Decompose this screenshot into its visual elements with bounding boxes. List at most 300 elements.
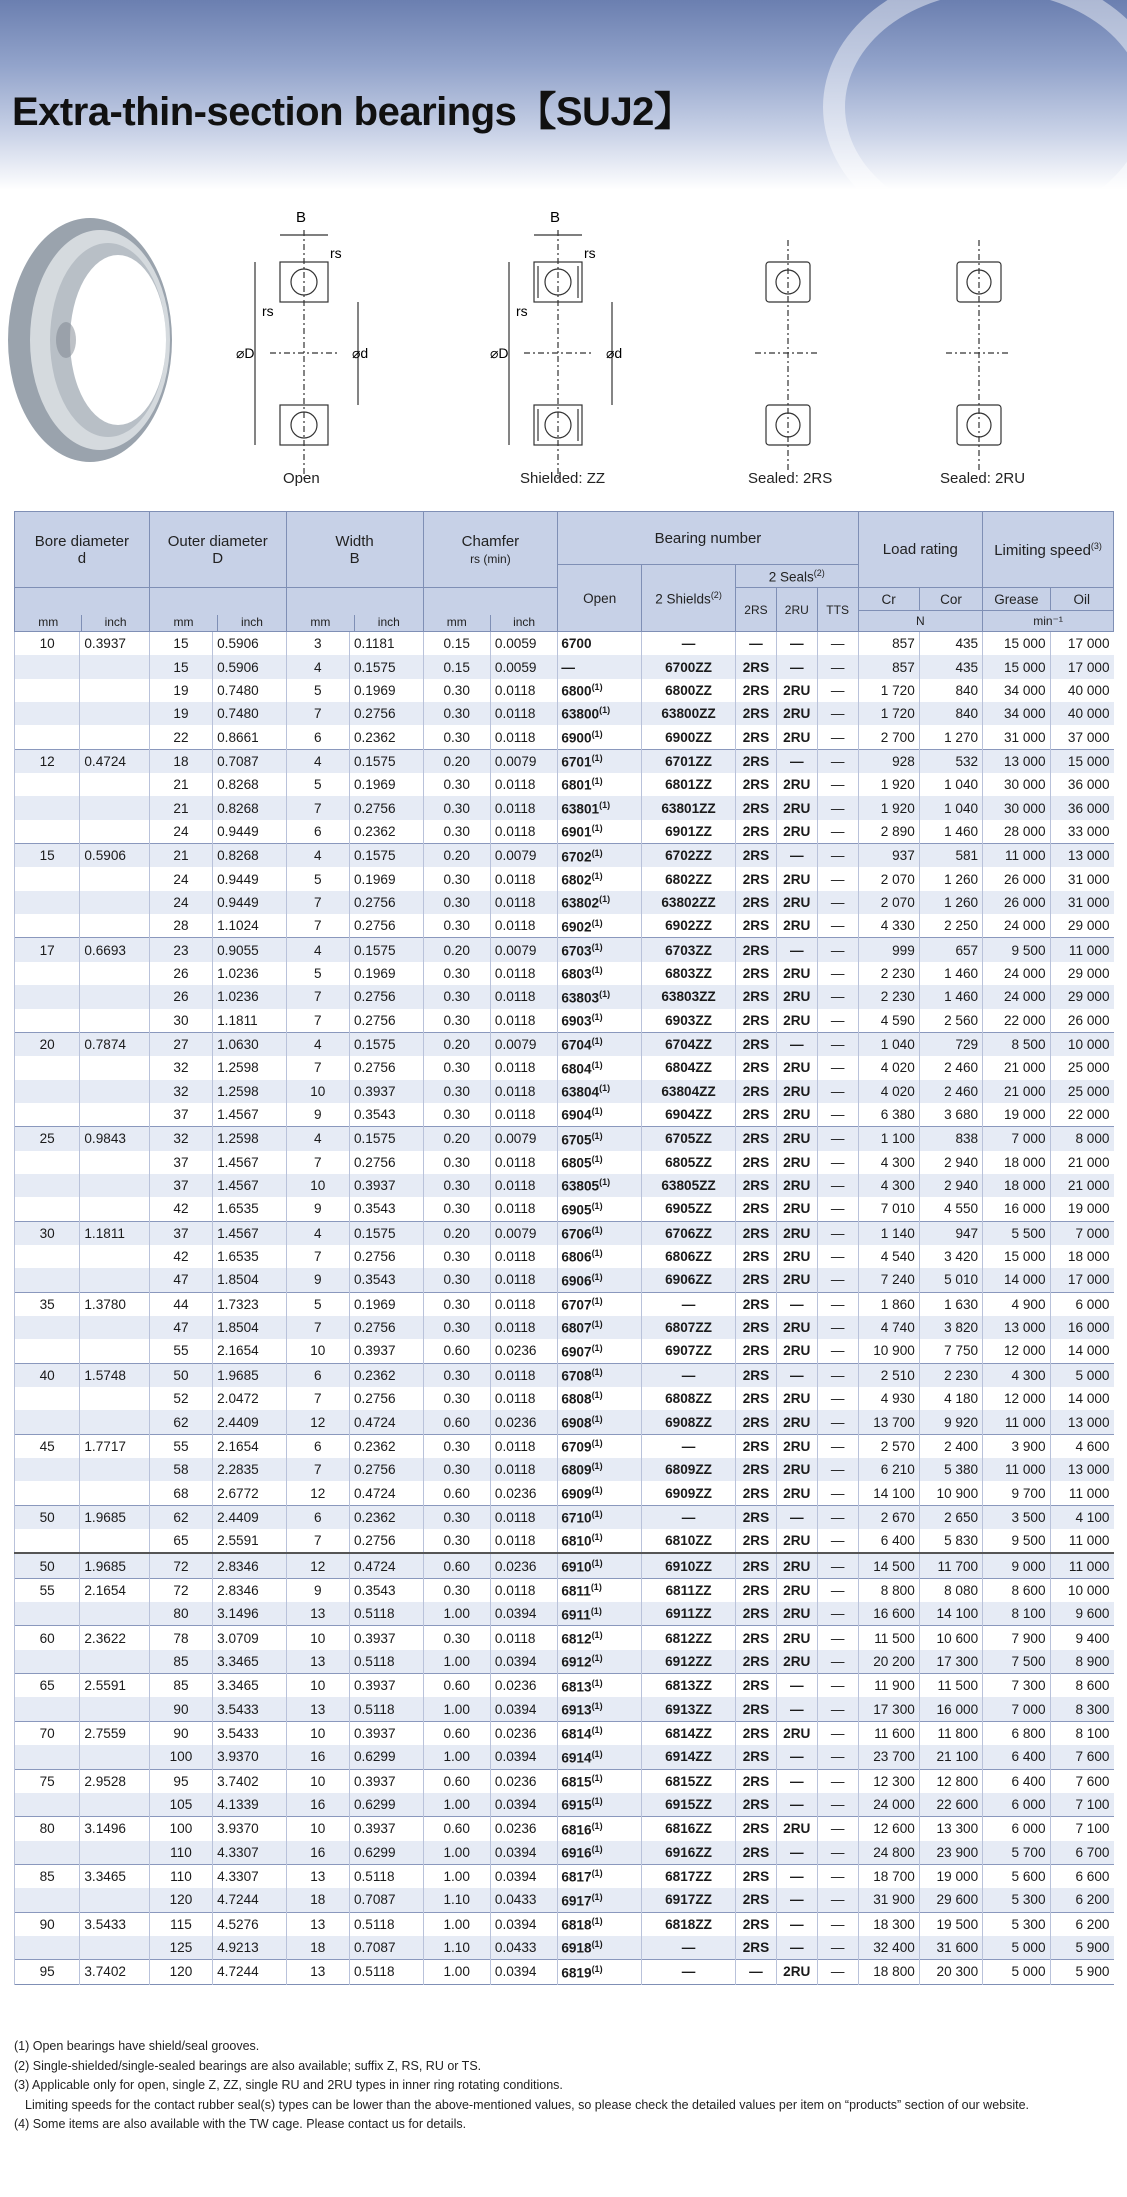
chamfer-inch: 0.0118: [490, 985, 557, 1008]
chamfer-inch: 0.0118: [490, 1578, 557, 1602]
load-cor: 581: [919, 844, 982, 868]
chamfer-mm: 0.20: [423, 1032, 490, 1056]
seal-2ru: —: [776, 1936, 817, 1960]
chamfer-inch: 0.0394: [490, 1960, 557, 1984]
bore-inch: [80, 914, 149, 938]
chamfer-inch: 0.0079: [490, 844, 557, 868]
bore-mm: [15, 867, 80, 890]
width-inch: 0.2756: [349, 796, 423, 819]
width-inch: 0.3937: [349, 1626, 423, 1650]
bore-mm: [15, 985, 80, 1008]
bore-inch: [80, 820, 149, 844]
load-cor: 2 460: [919, 1056, 982, 1079]
seal-2ru: 2RU: [776, 1434, 817, 1458]
chamfer-inch: 0.0394: [490, 1602, 557, 1626]
load-cor: 2 230: [919, 1363, 982, 1387]
speed-grease: 19 000: [983, 1103, 1050, 1127]
outer-mm: 26: [149, 962, 212, 985]
bore-inch: 1.5748: [80, 1363, 149, 1387]
width-mm: 10: [286, 1626, 349, 1650]
seal-tts: —: [817, 1888, 858, 1912]
speed-oil: 14 000: [1050, 1387, 1113, 1410]
load-cor: 1 260: [919, 867, 982, 890]
chamfer-mm: 0.30: [423, 1363, 490, 1387]
bearing-open: 6901$^{(1)}$: [558, 820, 642, 844]
bearing-open: 6912$^{(1)}$: [558, 1650, 642, 1674]
bearing-open: 6813$^{(1)}$: [558, 1674, 642, 1698]
chamfer-inch: 0.0394: [490, 1912, 557, 1936]
outer-inch: 0.9449: [213, 867, 287, 890]
note-1: (1) Open bearings have shield/seal grooves.: [14, 2039, 260, 2053]
speed-oil: 17 000: [1050, 655, 1113, 678]
table-row: [15, 1268, 1114, 1292]
outer-mm: 27: [149, 1032, 212, 1056]
chamfer-inch: 0.0118: [490, 1458, 557, 1481]
width-inch: 0.1575: [349, 1221, 423, 1245]
load-cor: 2 940: [919, 1174, 982, 1197]
bearing-open: 6807$^{(1)}$: [558, 1316, 642, 1339]
bore-inch: [80, 985, 149, 1008]
chamfer-mm: 1.00: [423, 1650, 490, 1674]
seal-2ru: 2RU: [776, 1009, 817, 1033]
speed-oil: 8 300: [1050, 1697, 1113, 1721]
outer-inch: 1.9685: [213, 1363, 287, 1387]
seal-tts: —: [817, 1339, 858, 1363]
bore-inch: [80, 655, 149, 678]
seal-2ru: —: [776, 1793, 817, 1817]
chamfer-inch: 0.0118: [490, 1505, 557, 1529]
outer-inch: 4.5276: [213, 1912, 287, 1936]
seal-2ru: 2RU: [776, 1339, 817, 1363]
load-cor: 3 820: [919, 1316, 982, 1339]
speed-oil: 5 900: [1050, 1960, 1113, 1984]
bore-mm: 50: [15, 1553, 80, 1578]
bearing-2-shields: 6705ZZ: [642, 1127, 736, 1151]
table-row: [15, 1363, 1114, 1387]
bearing-2-shields: 6816ZZ: [642, 1817, 736, 1841]
outer-mm: 47: [149, 1316, 212, 1339]
bearing-open: —: [558, 655, 642, 678]
outer-inch: 4.1339: [213, 1793, 287, 1817]
speed-grease: 24 000: [983, 914, 1050, 938]
seal-tts: —: [817, 1151, 858, 1174]
speed-oil: 11 000: [1050, 1481, 1113, 1505]
outer-mm: 72: [149, 1578, 212, 1602]
width-inch: 0.1969: [349, 773, 423, 796]
outer-inch: 4.3307: [213, 1841, 287, 1865]
speed-oil: 8 000: [1050, 1127, 1113, 1151]
width-mm: 9: [286, 1103, 349, 1127]
bearing-2-shields: 63800ZZ: [642, 702, 736, 725]
outer-mm: 55: [149, 1339, 212, 1363]
chamfer-mm: 0.30: [423, 985, 490, 1008]
chamfer-inch: 0.0118: [490, 1174, 557, 1197]
outer-mm: 80: [149, 1602, 212, 1626]
seal-2ru: 2RU: [776, 1553, 817, 1578]
bearing-2-shields: 6812ZZ: [642, 1626, 736, 1650]
outer-mm: 19: [149, 702, 212, 725]
width-mm: 10: [286, 1080, 349, 1103]
bore-mm: 65: [15, 1674, 80, 1698]
outer-mm: 85: [149, 1674, 212, 1698]
bore-mm: [15, 962, 80, 985]
outer-inch: 1.8504: [213, 1268, 287, 1292]
bore-mm: 17: [15, 938, 80, 962]
table-row: [15, 1127, 1114, 1151]
table-row: [15, 1721, 1114, 1745]
bearing-open: 6905$^{(1)}$: [558, 1197, 642, 1221]
width-mm: 7: [286, 1529, 349, 1553]
bearing-open: 6914$^{(1)}$: [558, 1745, 642, 1769]
bearing-open: 6918$^{(1)}$: [558, 1936, 642, 1960]
outer-inch: 1.1811: [213, 1009, 287, 1033]
bore-inch: 1.3780: [80, 1292, 149, 1316]
outer-inch: 0.5906: [213, 655, 287, 678]
chamfer-inch: 0.0118: [490, 702, 557, 725]
speed-grease: 34 000: [983, 679, 1050, 702]
table-row: [15, 632, 1114, 656]
seal-2ru: 2RU: [776, 1602, 817, 1626]
outer-inch: 1.2598: [213, 1127, 287, 1151]
chamfer-mm: 0.60: [423, 1674, 490, 1698]
bearing-2-shields: 6805ZZ: [642, 1151, 736, 1174]
outer-inch: 1.8504: [213, 1316, 287, 1339]
load-cor: 3 680: [919, 1103, 982, 1127]
load-cor: 4 180: [919, 1387, 982, 1410]
speed-grease: 3 500: [983, 1505, 1050, 1529]
load-cor: 7 750: [919, 1339, 982, 1363]
load-cor: 2 250: [919, 914, 982, 938]
width-inch: 0.1575: [349, 844, 423, 868]
load-cr: 24 000: [858, 1793, 919, 1817]
table-row: [15, 1032, 1114, 1056]
seal-2rs: 2RS: [736, 1721, 777, 1745]
chamfer-inch: 0.0236: [490, 1410, 557, 1434]
outer-inch: 4.7244: [213, 1888, 287, 1912]
speed-oil: 17 000: [1050, 1268, 1113, 1292]
table-row: [15, 1864, 1114, 1888]
bore-inch: [80, 962, 149, 985]
seal-2rs: 2RS: [736, 1841, 777, 1865]
bore-inch: [80, 1339, 149, 1363]
chamfer-mm: 1.00: [423, 1745, 490, 1769]
outer-inch: 1.6535: [213, 1197, 287, 1221]
seal-2ru: —: [776, 1032, 817, 1056]
seal-tts: —: [817, 985, 858, 1008]
bearing-2-shields: 6914ZZ: [642, 1745, 736, 1769]
chamfer-mm: 1.00: [423, 1602, 490, 1626]
chamfer-mm: 0.30: [423, 962, 490, 985]
bore-inch: [80, 796, 149, 819]
speed-oil: 7 000: [1050, 1221, 1113, 1245]
width-inch: 0.2756: [349, 985, 423, 1008]
bearing-open: 6916$^{(1)}$: [558, 1841, 642, 1865]
bore-mm: [15, 773, 80, 796]
load-cr: 24 800: [858, 1841, 919, 1865]
outer-mm: 23: [149, 938, 212, 962]
header-unit-mm: mm: [150, 615, 218, 631]
outer-mm: 62: [149, 1505, 212, 1529]
width-mm: 4: [286, 844, 349, 868]
bearing-open: 6910$^{(1)}$: [558, 1553, 642, 1578]
width-inch: 0.6299: [349, 1793, 423, 1817]
width-inch: 0.2362: [349, 1505, 423, 1529]
width-inch: 0.2362: [349, 820, 423, 844]
bore-mm: 75: [15, 1769, 80, 1793]
load-cr: 857: [858, 632, 919, 656]
bore-mm: [15, 891, 80, 914]
load-cr: 14 500: [858, 1553, 919, 1578]
load-cor: 5 830: [919, 1529, 982, 1553]
load-cor: 2 650: [919, 1505, 982, 1529]
seal-2ru: —: [776, 1292, 817, 1316]
speed-grease: 9 000: [983, 1553, 1050, 1578]
outer-mm: 42: [149, 1245, 212, 1268]
bore-mm: 70: [15, 1721, 80, 1745]
chamfer-inch: 0.0394: [490, 1745, 557, 1769]
bearing-2-shields: 6801ZZ: [642, 773, 736, 796]
figure-shielded-d: ⌀d: [606, 345, 623, 361]
speed-grease: 5 700: [983, 1841, 1050, 1865]
bore-inch: [80, 1080, 149, 1103]
outer-mm: 52: [149, 1387, 212, 1410]
bearing-2-shields: 6701ZZ: [642, 749, 736, 773]
speed-oil: 10 000: [1050, 1578, 1113, 1602]
load-cr: 937: [858, 844, 919, 868]
bearing-open: 6911$^{(1)}$: [558, 1602, 642, 1626]
table-row: [15, 1529, 1114, 1553]
outer-inch: 1.0236: [213, 962, 287, 985]
seal-tts: —: [817, 1056, 858, 1079]
bore-inch: 2.1654: [80, 1578, 149, 1602]
seal-2rs: 2RS: [736, 1793, 777, 1817]
seal-tts: —: [817, 655, 858, 678]
outer-inch: 3.3465: [213, 1674, 287, 1698]
seal-2ru: 2RU: [776, 1387, 817, 1410]
load-cor: 16 000: [919, 1697, 982, 1721]
load-cor: 1 260: [919, 891, 982, 914]
bearing-open: 6800$^{(1)}$: [558, 679, 642, 702]
figure-shielded-rs-top: rs: [584, 245, 596, 261]
load-cr: 18 700: [858, 1864, 919, 1888]
seal-2rs: 2RS: [736, 1674, 777, 1698]
table-row: [15, 679, 1114, 702]
chamfer-mm: 0.30: [423, 867, 490, 890]
speed-oil: 36 000: [1050, 796, 1113, 819]
outer-inch: 1.4567: [213, 1221, 287, 1245]
speed-oil: 13 000: [1050, 844, 1113, 868]
load-cor: 8 080: [919, 1578, 982, 1602]
bore-mm: [15, 1151, 80, 1174]
outer-inch: 2.2835: [213, 1458, 287, 1481]
outer-inch: 1.0630: [213, 1032, 287, 1056]
load-cor: 31 600: [919, 1936, 982, 1960]
chamfer-inch: 0.0118: [490, 820, 557, 844]
table-row: [15, 1151, 1114, 1174]
outer-inch: 3.0709: [213, 1626, 287, 1650]
speed-oil: 21 000: [1050, 1174, 1113, 1197]
bore-mm: 30: [15, 1221, 80, 1245]
seal-tts: —: [817, 1434, 858, 1458]
figure-open-B: B: [296, 209, 307, 226]
seal-2ru: —: [776, 655, 817, 678]
bearing-2-shields: 6908ZZ: [642, 1410, 736, 1434]
seal-2rs: 2RS: [736, 1410, 777, 1434]
table-row: [15, 1292, 1114, 1316]
bearing-open: 6814$^{(1)}$: [558, 1721, 642, 1745]
speed-grease: 8 100: [983, 1602, 1050, 1626]
bore-mm: [15, 679, 80, 702]
width-mm: 7: [286, 702, 349, 725]
bearing-2-shields: 6703ZZ: [642, 938, 736, 962]
speed-oil: 31 000: [1050, 867, 1113, 890]
load-cr: 1 040: [858, 1032, 919, 1056]
outer-mm: 30: [149, 1009, 212, 1033]
outer-mm: 32: [149, 1127, 212, 1151]
speed-oil: 13 000: [1050, 1410, 1113, 1434]
width-inch: 0.3543: [349, 1103, 423, 1127]
outer-mm: 28: [149, 914, 212, 938]
outer-inch: 2.5591: [213, 1529, 287, 1553]
speed-grease: 11 000: [983, 1410, 1050, 1434]
load-cor: 840: [919, 702, 982, 725]
outer-mm: 120: [149, 1888, 212, 1912]
chamfer-inch: 0.0118: [490, 1363, 557, 1387]
speed-oil: 4 100: [1050, 1505, 1113, 1529]
seal-2rs: 2RS: [736, 1127, 777, 1151]
load-cr: 31 900: [858, 1888, 919, 1912]
width-mm: 5: [286, 773, 349, 796]
seal-tts: —: [817, 702, 858, 725]
seal-tts: —: [817, 1387, 858, 1410]
width-inch: 0.4724: [349, 1410, 423, 1434]
outer-mm: 26: [149, 985, 212, 1008]
load-cr: 7 240: [858, 1268, 919, 1292]
load-cr: 17 300: [858, 1697, 919, 1721]
seal-2ru: —: [776, 1912, 817, 1936]
speed-grease: 9 700: [983, 1481, 1050, 1505]
chamfer-inch: 0.0394: [490, 1841, 557, 1865]
load-cor: 9 920: [919, 1410, 982, 1434]
bore-inch: 1.9685: [80, 1505, 149, 1529]
load-cr: 1 720: [858, 702, 919, 725]
speed-grease: 7 000: [983, 1697, 1050, 1721]
seal-tts: —: [817, 796, 858, 819]
table-row: [15, 1410, 1114, 1434]
load-cr: 857: [858, 655, 919, 678]
speed-grease: 30 000: [983, 773, 1050, 796]
bearing-open: 63805$^{(1)}$: [558, 1174, 642, 1197]
bearing-open: 6907$^{(1)}$: [558, 1339, 642, 1363]
bore-inch: [80, 1458, 149, 1481]
chamfer-mm: 0.30: [423, 1529, 490, 1553]
bearing-2-shields: 6901ZZ: [642, 820, 736, 844]
chamfer-inch: 0.0236: [490, 1721, 557, 1745]
table-row: [15, 702, 1114, 725]
seal-2rs: 2RS: [736, 938, 777, 962]
width-mm: 7: [286, 914, 349, 938]
bearing-2-shields: 6807ZZ: [642, 1316, 736, 1339]
seal-2rs: 2RS: [736, 1339, 777, 1363]
bore-mm: [15, 1103, 80, 1127]
load-cr: 20 200: [858, 1650, 919, 1674]
table-row: [15, 1316, 1114, 1339]
speed-grease: 9 500: [983, 938, 1050, 962]
width-inch: 0.3937: [349, 1721, 423, 1745]
width-inch: 0.1969: [349, 867, 423, 890]
seal-tts: —: [817, 1936, 858, 1960]
seal-2rs: 2RS: [736, 749, 777, 773]
bearing-2-shields: —: [642, 1363, 736, 1387]
bearing-open: 6703$^{(1)}$: [558, 938, 642, 962]
bore-mm: [15, 1387, 80, 1410]
speed-grease: 31 000: [983, 725, 1050, 749]
bore-mm: 90: [15, 1912, 80, 1936]
width-mm: 6: [286, 820, 349, 844]
width-inch: 0.2756: [349, 1529, 423, 1553]
speed-oil: 4 600: [1050, 1434, 1113, 1458]
seal-2ru: 2RU: [776, 1410, 817, 1434]
chamfer-inch: 0.0118: [490, 1434, 557, 1458]
outer-inch: 3.3465: [213, 1650, 287, 1674]
chamfer-mm: 0.30: [423, 1316, 490, 1339]
speed-grease: 11 000: [983, 1458, 1050, 1481]
chamfer-mm: 0.30: [423, 1626, 490, 1650]
speed-oil: 9 600: [1050, 1602, 1113, 1626]
speed-grease: 7 000: [983, 1127, 1050, 1151]
bearing-2-shields: —: [642, 1960, 736, 1984]
seal-2rs: 2RS: [736, 1864, 777, 1888]
table-row: [15, 725, 1114, 749]
speed-grease: 11 000: [983, 844, 1050, 868]
chamfer-mm: 0.60: [423, 1410, 490, 1434]
width-mm: 9: [286, 1578, 349, 1602]
outer-mm: 120: [149, 1960, 212, 1984]
speed-grease: 13 000: [983, 749, 1050, 773]
seal-tts: —: [817, 914, 858, 938]
chamfer-mm: 0.15: [423, 655, 490, 678]
seal-tts: —: [817, 1602, 858, 1626]
seal-2ru: 2RU: [776, 1960, 817, 1984]
width-mm: 16: [286, 1793, 349, 1817]
bore-mm: 85: [15, 1864, 80, 1888]
outer-inch: 2.1654: [213, 1339, 287, 1363]
outer-inch: 0.7087: [213, 749, 287, 773]
load-cor: 2 460: [919, 1080, 982, 1103]
seal-2ru: 2RU: [776, 796, 817, 819]
chamfer-inch: 0.0118: [490, 1151, 557, 1174]
chamfer-inch: 0.0118: [490, 1529, 557, 1553]
seal-2rs: 2RS: [736, 844, 777, 868]
header-mm-inch-chamfer: [423, 588, 558, 632]
speed-grease: 5 000: [983, 1936, 1050, 1960]
seal-2ru: 2RU: [776, 679, 817, 702]
bearing-2-shields: —: [642, 632, 736, 656]
table-row: [15, 1245, 1114, 1268]
width-inch: 0.3937: [349, 1174, 423, 1197]
seal-tts: —: [817, 1697, 858, 1721]
chamfer-inch: 0.0118: [490, 1080, 557, 1103]
bearing-open: 6819$^{(1)}$: [558, 1960, 642, 1984]
table-row: [15, 1841, 1114, 1865]
load-cr: 12 300: [858, 1769, 919, 1793]
seal-tts: —: [817, 891, 858, 914]
seal-tts: —: [817, 1650, 858, 1674]
seal-tts: —: [817, 1245, 858, 1268]
chamfer-mm: 0.30: [423, 1197, 490, 1221]
chamfer-inch: 0.0118: [490, 914, 557, 938]
seal-tts: —: [817, 1912, 858, 1936]
